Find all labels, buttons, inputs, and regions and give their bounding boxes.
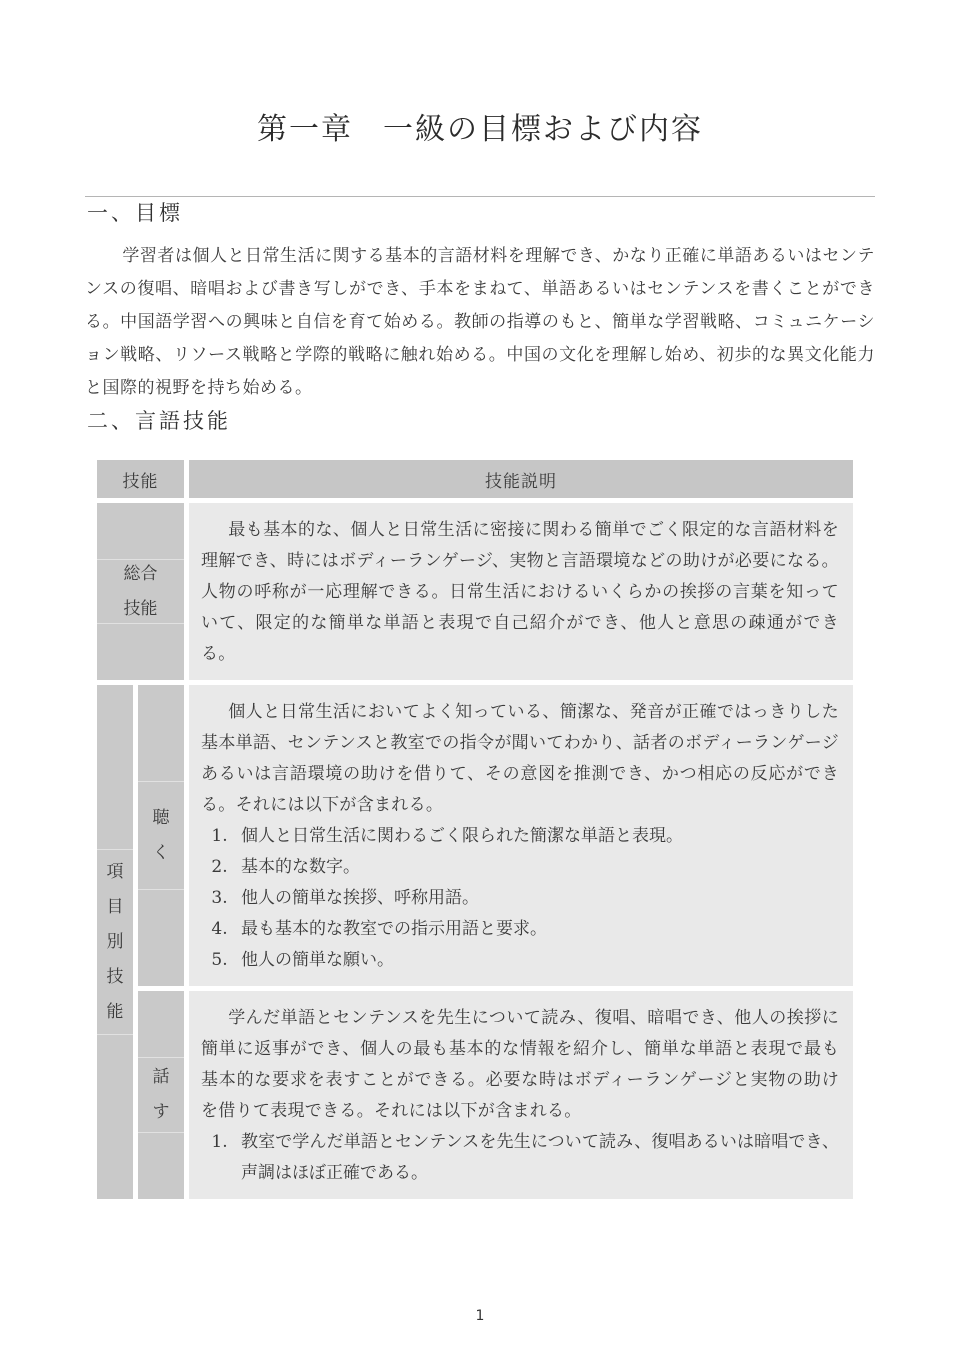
list-item: 5. 他人の簡単な願い。 [233, 945, 839, 976]
listening-description-cell [189, 685, 853, 986]
table-header-skill: 技能 [97, 460, 184, 498]
table-header-description: 技能説明 [189, 460, 853, 498]
speaking-description: 学んだ単語とセンテンスを先生について読み、復唱、暗唱でき、他人の挨拶に簡単に返事ができ、個人の最も基本的な情報を紹介し、簡単な単語と表現で最も基本的な要求を表すことができる。必要な時はボディーランゲージと実物の助けを借りて表現できる。それには以下が含まれる。 [201, 1008, 839, 1121]
table-row-listening [97, 685, 853, 986]
table-row-speaking [97, 991, 853, 1199]
itemized-skill-label-cell [97, 685, 133, 1199]
speaking-item-list [201, 1127, 839, 1189]
page-number: 1 [475, 1308, 485, 1324]
goals-paragraph: 学習者は個人と日常生活に関する基本的言語材料を理解でき、かなり正確に単語あるいはセンテンスの復唱、暗唱および書き写しができ、手本をまねて、単語あるいはセンテンスを書くことができる。中国語学習への興味と自信を育て始める。教師の指導のもと、簡単な学習戦略、コミュニケーション戦略、リソース戦略と学際的戦略に触れ始める。中国の文化を理解し始め、初歩的な異文化能力と国際的視野を持ち始める。 [85, 246, 875, 398]
section-goals-heading: 一、目標 [87, 201, 183, 225]
list-item: 4. 最も基本的な教室での指示用語と要求。 [233, 914, 839, 945]
speaking-label-cell [138, 991, 184, 1199]
speaking-description-cell [189, 991, 853, 1199]
listening-item-list [201, 821, 839, 976]
list-item: 2. 基本的な数字。 [233, 852, 839, 883]
overall-skill-description-cell [189, 503, 853, 680]
listening-label: 聴く [152, 807, 170, 863]
title-chapter-number: 第一章 [257, 112, 353, 147]
table-header-row [97, 460, 853, 498]
overall-skill-description: 最も基本的な、個人と日常生活に密接に関わる簡単でごく限定的な言語材料を理解でき、時にはボディーランゲージ、実物と言語環境などの助けが必要になる。人物の呼称が一応理解できる。日常生活におけるいくらかの挨拶の言葉を知っていて、限定的な簡単な単語と表現で自己紹介ができ、他人と意思の疎通ができる。 [201, 520, 839, 664]
itemized-skill-label: 項目別技能 [106, 861, 124, 1022]
list-item: 1. 教室で学んだ単語とセンテンスを先生について読み、復唱あるいは暗唱でき、声調はほぼ正確である。 [233, 1127, 839, 1189]
overall-skill-label: 総合技能 [123, 563, 158, 619]
section-skills-heading: 二、言語技能 [87, 409, 231, 433]
page-title [85, 0, 875, 148]
overall-skill-label-cell [97, 503, 184, 680]
listening-description: 個人と日常生活においてよく知っている、簡潔な、発音が正確ではっきりした基本単語、センテンスと教室での指令が聞いてわかり、話者のボディーランゲージあるいは言語環境の助けを借りて、その意図を推測でき、かつ相応の反応ができる。それには以下が含まれる。 [201, 702, 839, 815]
speaking-label: 話す [152, 1067, 170, 1122]
skills-table [92, 455, 858, 1204]
list-item: 1. 個人と日常生活に関わるごく限られた簡潔な単語と表現。 [233, 821, 839, 852]
list-item: 3. 他人の簡単な挨拶、呼称用語。 [233, 883, 839, 914]
title-chapter-text: 一級の目標および内容 [383, 112, 703, 147]
listening-label-cell [138, 685, 184, 986]
table-row-overall [97, 503, 853, 680]
